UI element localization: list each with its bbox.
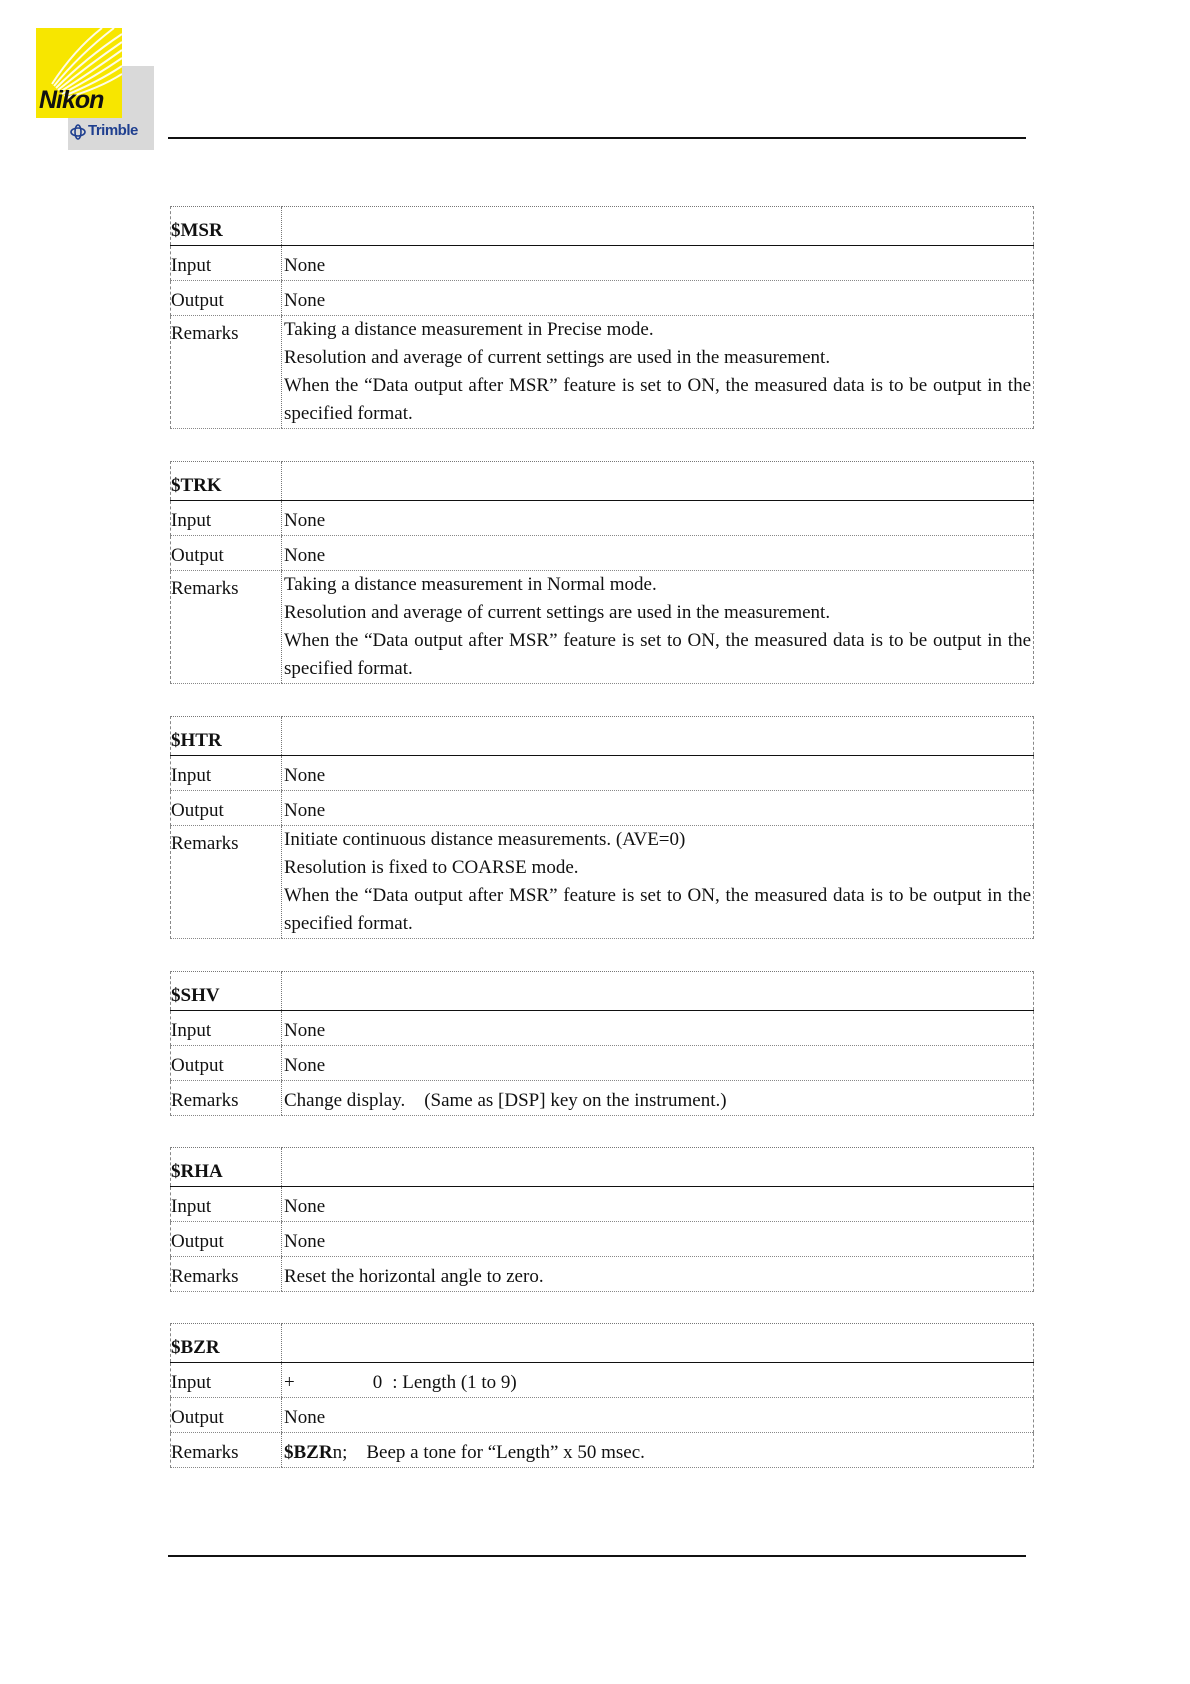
input-value: None (282, 246, 1034, 281)
remarks-line: Resolution is fixed to COARSE mode. (284, 857, 579, 878)
remarks-label: Remarks (171, 571, 282, 684)
command-table-msr (170, 206, 1034, 429)
output-value: None (282, 1222, 1034, 1257)
input-value: None (282, 1011, 1034, 1046)
remarks-line: Resolution and average of current settings are used in the measurement. (284, 602, 831, 623)
output-label: Output (171, 791, 282, 826)
input-value: None (282, 756, 1034, 791)
remarks-label: Remarks (171, 316, 282, 429)
remarks-line: Taking a distance measurement in Precise mode. (284, 319, 654, 340)
command-name: $HTR (171, 717, 282, 756)
remarks-line: Initiate continuous distance measurements. (AVE=0) (284, 829, 686, 850)
command-name: $MSR (171, 207, 282, 246)
logo-sub-brand-text: Trimble (88, 122, 138, 139)
remarks-text (282, 571, 1034, 684)
input-sign: + (284, 1372, 295, 1393)
remarks-line: Taking a distance measurement in Normal mode. (284, 574, 657, 595)
output-label: Output (171, 1398, 282, 1433)
input-label: Input (171, 1187, 282, 1222)
output-label: Output (171, 1046, 282, 1081)
command-name: $RHA (171, 1148, 282, 1187)
input-label: Input (171, 246, 282, 281)
logo-yellow-block (36, 28, 122, 118)
remarks-command: $BZR (284, 1442, 333, 1463)
output-value: None (282, 281, 1034, 316)
remarks-label: Remarks (171, 1081, 282, 1116)
input-label: Input (171, 1363, 282, 1398)
output-label: Output (171, 536, 282, 571)
command-table-trk (170, 461, 1034, 684)
input-label: Input (171, 1011, 282, 1046)
input-label: Input (171, 501, 282, 536)
command-name: $BZR (171, 1324, 282, 1363)
command-name: $SHV (171, 972, 282, 1011)
trimble-globe-icon (70, 124, 86, 140)
input-digit: 0 (372, 1372, 383, 1393)
input-description: : Length (1 to 9) (392, 1372, 517, 1393)
input-label: Input (171, 756, 282, 791)
remarks-label: Remarks (171, 826, 282, 939)
remarks-line: When the “Data output after MSR” feature is set to ON, the measured data is to be output in the specified format. (284, 630, 1031, 679)
command-table-shv (170, 971, 1034, 1116)
logo-brand-text: Nikon (39, 86, 104, 114)
remarks-label: Remarks (171, 1257, 282, 1292)
remarks-text (282, 826, 1034, 939)
output-value: None (282, 1398, 1034, 1433)
remarks-line: When the “Data output after MSR” feature is set to ON, the measured data is to be output in the specified format. (284, 375, 1031, 424)
remarks-line: Resolution and average of current settings are used in the measurement. (284, 347, 831, 368)
remarks-label: Remarks (171, 1433, 282, 1468)
output-value: None (282, 791, 1034, 826)
remarks-text (282, 1433, 1034, 1468)
remarks-line: When the “Data output after MSR” feature is set to ON, the measured data is to be output in the specified format. (284, 885, 1031, 934)
input-value: None (282, 501, 1034, 536)
output-value: None (282, 536, 1034, 571)
remarks-rest: n; Beep a tone for “Length” x 50 msec. (332, 1442, 645, 1463)
command-table-bzr (170, 1323, 1034, 1468)
remarks-text (282, 316, 1034, 429)
footer-rule (168, 1555, 1026, 1557)
header-rule (168, 137, 1026, 139)
input-value: None (282, 1187, 1034, 1222)
nikon-trimble-logo (36, 28, 154, 150)
command-table-rha (170, 1147, 1034, 1292)
command-table-htr (170, 716, 1034, 939)
remarks-text: Reset the horizontal angle to zero. (282, 1257, 1034, 1292)
command-name: $TRK (171, 462, 282, 501)
output-label: Output (171, 281, 282, 316)
output-value: None (282, 1046, 1034, 1081)
remarks-text: Change display. (Same as [DSP] key on the instrument.) (282, 1081, 1034, 1116)
output-label: Output (171, 1222, 282, 1257)
input-value (282, 1363, 1034, 1398)
